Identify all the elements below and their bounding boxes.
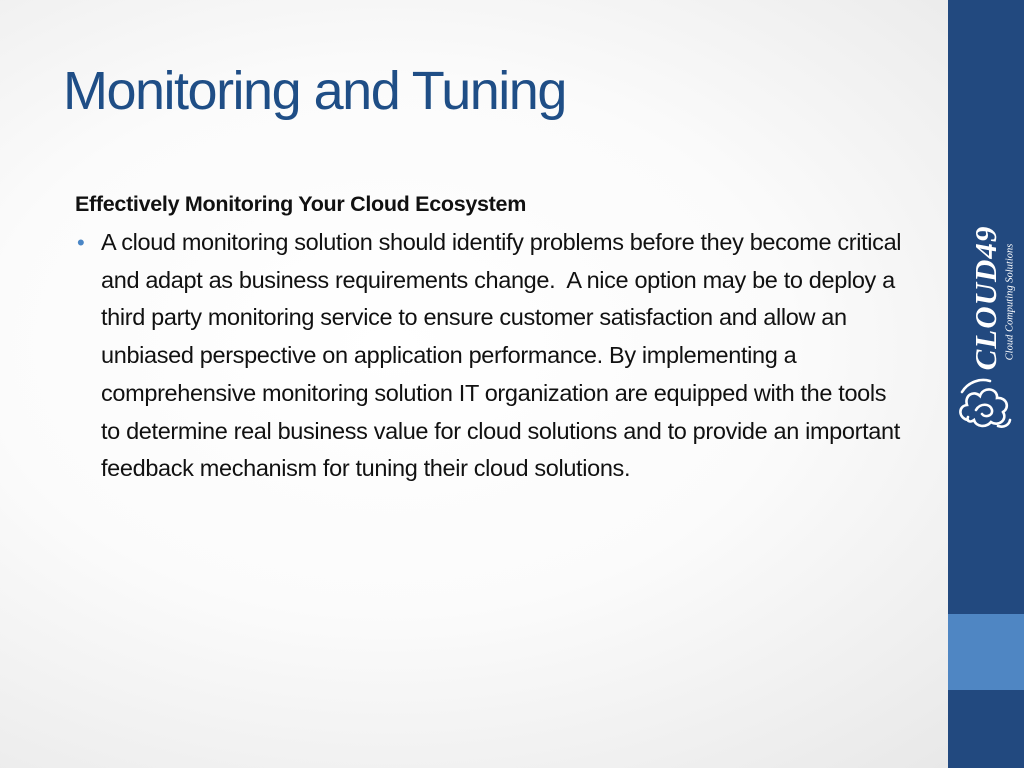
logo-wordmark: CLOUD49 xyxy=(968,225,1003,371)
bullet-text: A cloud monitoring solution should identify problems before they become critical and adapt as business requirements change. A nice option may be to deploy a third party monitoring service to ensure customer satisfaction and allow an unbiased perspective on application performance. By implementing a comprehensive monitoring solution IT organization are equipped with the tools to determine real business value for cloud solutions and to provide an important feedback mechanism for tuning their cloud solutions. xyxy=(101,229,908,482)
cloud-swirl-icon xyxy=(954,370,1014,432)
slide-body xyxy=(75,188,908,488)
bullet-item xyxy=(75,224,908,488)
slide-title: Monitoring and Tuning xyxy=(63,61,566,121)
sidebar-accent-band xyxy=(948,614,1024,690)
slide-subheading: Effectively Monitoring Your Cloud Ecosystem xyxy=(75,192,527,216)
logo-tagline: Cloud Computing Solutions xyxy=(1004,243,1016,361)
slide-sidebar xyxy=(948,0,1024,768)
cloud49-logo xyxy=(948,210,1024,440)
bullet-marker: • xyxy=(77,230,85,255)
